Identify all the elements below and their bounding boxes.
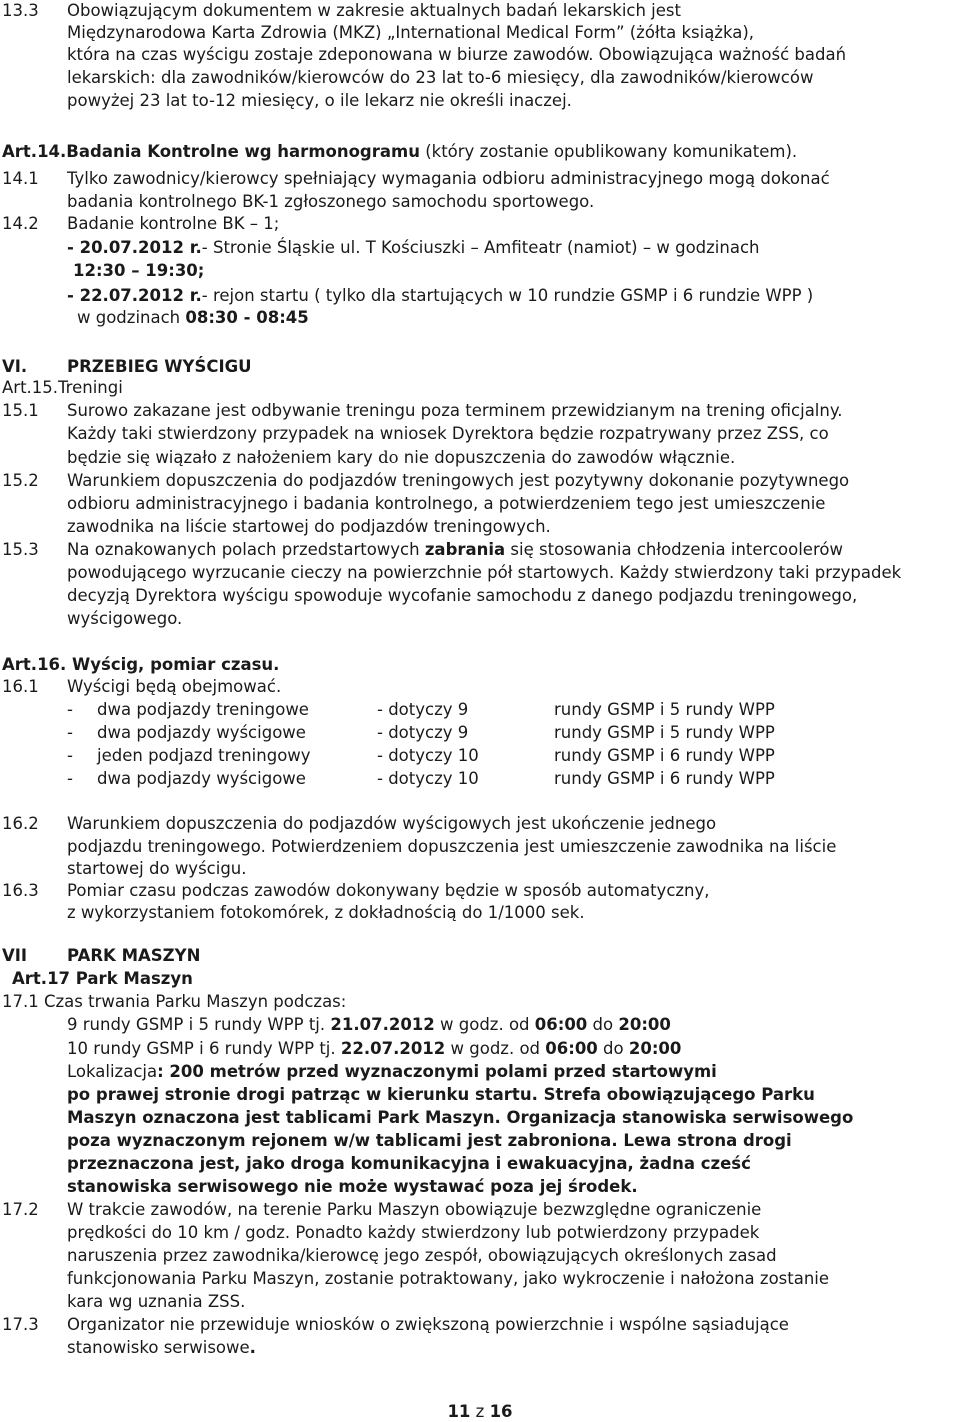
para-text: Warunkiem dopuszczenia do podjazdów treningowych jest pozytywny dokonanie pozytywnego <box>67 471 850 490</box>
park-hours-label: w godz. od <box>434 1015 535 1034</box>
para-number: 15.1 <box>2 401 39 420</box>
para-text: Obowiązującym dokumentem w zakresie aktualnych badań lekarskich jest <box>67 1 681 20</box>
schedule-place: - Stronie Śląskie ul. T Kościuszki – Amfiteatr (namiot) – w godzinach <box>201 238 760 257</box>
location-text: Maszyn oznaczona jest tablicami Park Maszyn. Organizacja stanowiska serwisowego <box>67 1108 854 1127</box>
schedule-date: - 22.07.2012 r. <box>67 286 202 305</box>
list-run-type: dwa podjazdy treningowe <box>97 700 309 719</box>
para-text: stanowisko serwisowe <box>67 1338 250 1357</box>
para-text: . <box>249 1338 256 1357</box>
para-text: powyżej 23 lat to-12 miesięcy, o ile lekarz nie określi inaczej. <box>67 91 572 110</box>
park-round: 10 rundy GSMP i 6 rundy WPP tj. <box>67 1039 341 1058</box>
para-text: powodującego wyrzucanie cieczy na powierzchnie pół startowych. Każdy stwierdzony taki przypadek <box>67 563 902 582</box>
location-text: po prawej stronie drogi patrząc w kierunku startu. Strefa obowiązującego Parku <box>67 1085 815 1104</box>
art-16-title: Art.16. Wyścig, pomiar czasu. <box>2 655 280 674</box>
park-date: 21.07.2012 <box>330 1015 435 1034</box>
list-rounds: rundy GSMP i 6 rundy WPP <box>554 746 775 765</box>
schedule-place: - rejon startu ( tylko dla startujących w 10 rundzie GSMP i 6 rundzie WPP ) <box>201 286 814 305</box>
location-text: poza wyznaczonym rejonem w/w tablicami jest zabroniona. Lewa strona drogi <box>67 1131 792 1150</box>
para-text: Na oznakowanych polach przedstartowych <box>67 540 425 559</box>
page-total: 16 <box>489 1402 513 1421</box>
list-rounds: rundy GSMP i 6 rundy WPP <box>554 769 775 788</box>
schedule-time: 08:30 - 08:45 <box>185 308 309 327</box>
list-dash: - <box>67 700 73 719</box>
para-text: startowej do wyścigu. <box>67 859 247 878</box>
para-number: 16.1 <box>2 677 39 696</box>
section-number: VII <box>2 946 28 965</box>
para-text: Surowo zakazane jest odbywanie treningu poza terminem przewidzianym na trening oficjalny. <box>67 401 843 420</box>
art-17-heading <box>12 968 193 990</box>
list-applies: - dotyczy 9 <box>377 723 469 742</box>
section-title: PARK MASZYN <box>67 946 201 965</box>
page-separator: z <box>475 1402 485 1421</box>
para-text: Wyścigi będą obejmować. <box>67 677 282 696</box>
para-number: 13.3 <box>2 1 39 20</box>
para-text: będzie się wiązało z nałożeniem kary <box>67 448 379 467</box>
location-text: przeznaczona jest, jako droga komunikacyjna i ewakuacyjna, żadna cześć <box>67 1154 751 1173</box>
page-number <box>0 1402 960 1421</box>
para-text-emphasis: zabrania <box>424 540 506 559</box>
para-17-1-head <box>2 991 346 1013</box>
para-number: 14.1 <box>2 169 39 188</box>
park-time-to: 20:00 <box>628 1039 682 1058</box>
park-time-from: 06:00 <box>534 1015 588 1034</box>
para-text: Pomiar czasu podczas zawodów dokonywany będzie w sposób automatyczny, <box>67 881 710 900</box>
art-15-title: Art.15.Treningi <box>2 378 123 397</box>
para-number: 14.2 <box>2 214 39 233</box>
art-14-title: Art.14.Badania Kontrolne wg harmonogramu <box>2 142 420 161</box>
para-number: 17.2 <box>2 1200 39 1219</box>
list-run-type: dwa podjazdy wyścigowe <box>97 723 306 742</box>
list-dash: - <box>67 723 73 742</box>
park-to-label: do <box>587 1015 619 1034</box>
para-text: podjazdu treningowego. Potwierdzeniem dopuszczenia jest umieszczenie zawodnika na liście <box>67 837 837 856</box>
location-text: stanowiska serwisowego nie może wystawać poza jej środek. <box>67 1177 638 1196</box>
list-applies: - dotyczy 9 <box>377 700 469 719</box>
park-round: 9 rundy GSMP i 5 rundy WPP tj. <box>67 1015 331 1034</box>
location-label: Lokalizacja <box>67 1062 158 1081</box>
park-time-to: 20:00 <box>618 1015 671 1034</box>
para-text: która na czas wyścigu zostaje zdeponowana w biurze zawodów. Obowiązująca ważność badań <box>67 45 847 64</box>
section-number: VI. <box>2 357 28 376</box>
para-number: 16.3 <box>2 881 39 900</box>
list-rounds: rundy GSMP i 5 rundy WPP <box>554 700 775 719</box>
art-14-heading <box>2 141 797 163</box>
para-text: nie dopuszczenia do zawodów włącznie. <box>398 448 736 467</box>
para-text: Organizator nie przewiduje wniosków o zwiększoną powierzchnie i wspólne sąsiadujące <box>67 1315 789 1334</box>
para-number: 15.2 <box>2 471 39 490</box>
para-text: Międzynarodowa Karta Zdrowia (MKZ) „International Medical Form” (żółta książka), <box>67 23 755 42</box>
schedule-time: 12:30 – 19:30; <box>73 261 205 280</box>
para-text: 17.1 Czas trwania Parku Maszyn podczas: <box>2 992 347 1011</box>
list-dash: - <box>67 769 73 788</box>
para-text: Tylko zawodnicy/kierowcy spełniający wymagania odbioru administracyjnego mogą dokonać <box>67 169 830 188</box>
list-rounds: rundy GSMP i 5 rundy WPP <box>554 723 775 742</box>
list-run-type: jeden podjazd treningowy <box>97 746 311 765</box>
para-text: naruszenia przez zawodnika/kierowcę jego zespół, obowiązujących określonych zasad <box>67 1246 777 1265</box>
art-16-heading <box>2 654 279 676</box>
park-to-label: do <box>597 1039 629 1058</box>
para-text: badania kontrolnego BK-1 zgłoszonego samochodu sportowego. <box>67 192 595 211</box>
para-text: Badanie kontrolne BK – 1; <box>67 214 280 233</box>
list-applies: - dotyczy 10 <box>377 746 479 765</box>
para-text: zawodnika na liście startowej do podjazdów treningowych. <box>67 517 551 536</box>
para-text: wyścigowego. <box>67 609 183 628</box>
para-number: 16.2 <box>2 814 39 833</box>
schedule-date: - 20.07.2012 r. <box>67 238 202 257</box>
para-text: decyzją Dyrektora wyścigu spowoduje wycofanie samochodu z danego podjazdu treningowego, <box>67 586 858 605</box>
para-text: funkcjonowania Parku Maszyn, zostanie potraktowany, jako wykroczenie i nałożona zostanie <box>67 1269 830 1288</box>
list-applies: - dotyczy 10 <box>377 769 479 788</box>
para-text: do <box>378 448 399 467</box>
para-text: kara wg uznania ZSS. <box>67 1292 246 1311</box>
para-text: W trakcie zawodów, na terenie Parku Maszyn obowiązuje bezwzględne ograniczenie <box>67 1200 762 1219</box>
section-title: PRZEBIEG WYŚCIGU <box>67 357 252 376</box>
park-time-from: 06:00 <box>545 1039 598 1058</box>
schedule-time-label: w godzinach <box>77 308 186 327</box>
para-text: lekarskich: dla zawodników/kierowców do 23 lat to-6 miesięcy, dla zawodników/kierowców <box>67 68 814 87</box>
art-14-note: (który zostanie opublikowany komunikatem). <box>419 142 798 161</box>
para-text: z wykorzystaniem fotokomórek, z dokładnością do 1/1000 sek. <box>67 903 585 922</box>
list-run-type: dwa podjazdy wyścigowe <box>97 769 306 788</box>
park-date: 22.07.2012 <box>340 1039 446 1058</box>
para-text: Każdy taki stwierdzony przypadek na wniosek Dyrektora będzie rozpatrywany przez ZSS, co <box>67 424 829 443</box>
list-dash: - <box>67 746 73 765</box>
para-number: 15.3 <box>2 540 39 559</box>
location-text: : 200 metrów przed wyznaczonymi polami przed startowymi <box>157 1062 717 1081</box>
art-15-heading <box>2 377 123 399</box>
para-text: odbioru administracyjnego i badania kontrolnego, a potwierdzeniem tego jest umieszczenie <box>67 494 826 513</box>
para-text: Warunkiem dopuszczenia do podjazdów wyścigowych jest ukończenie jednego <box>67 814 717 833</box>
park-hours-label: w godz. od <box>445 1039 546 1058</box>
art-17-title: Art.17 Park Maszyn <box>12 969 193 988</box>
para-text: się stosowania chłodzenia intercoolerów <box>505 540 843 559</box>
page-current: 11 <box>447 1402 471 1421</box>
para-number: 17.3 <box>2 1315 39 1334</box>
para-text: prędkości do 10 km / godz. Ponadto każdy stwierdzony lub potwierdzony przypadek <box>67 1223 760 1242</box>
